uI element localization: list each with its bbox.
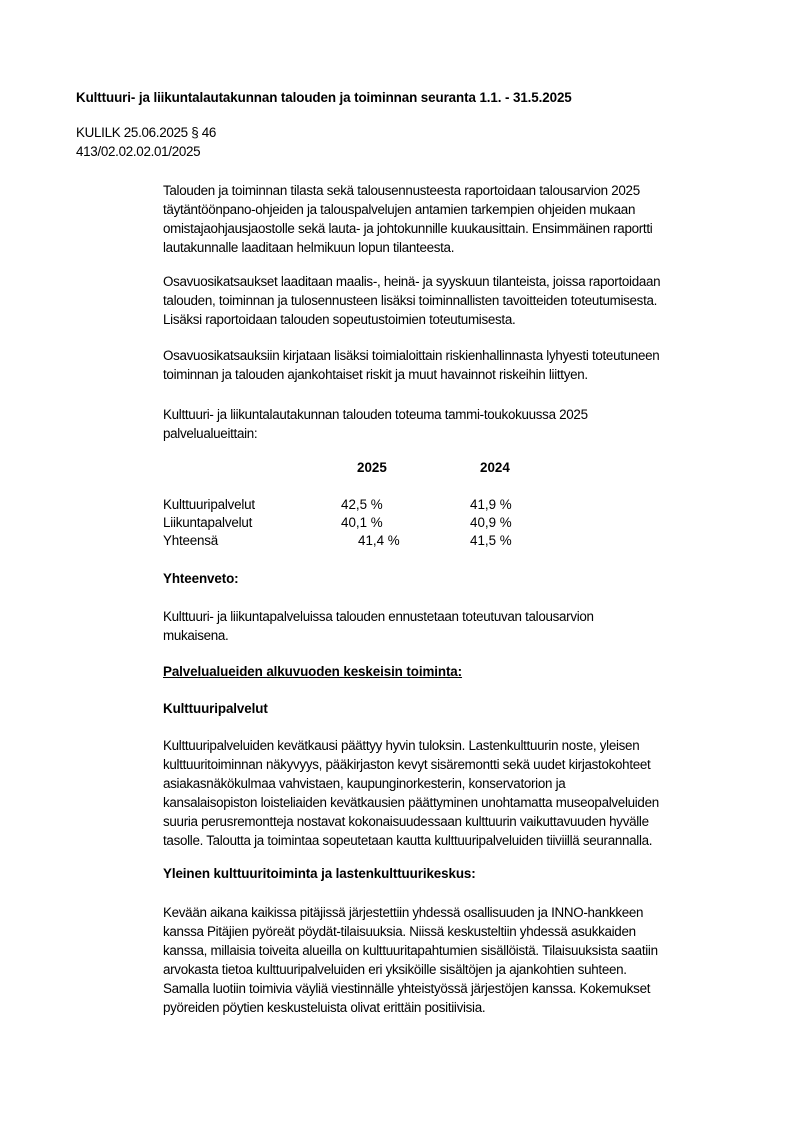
text-line: suuria perusremontteja nostavat kokonaisuudessaan kulttuurin vaikuttavuuden hyvälle [163,814,649,829]
text-line: asiakasnäkökulmaa vahvistaen, kaupunginorkesterin, konservatorion ja [163,776,566,791]
text-line: kulttuuritoiminnan näkyvyys, pääkirjaston kevyt sisäremontti sekä uudet kirjastokohteet [163,757,651,772]
table-cell: 41,4 % [358,533,400,548]
general-culture-heading: Yleinen kulttuuritoiminta ja lastenkulttuurikeskus: [163,866,476,881]
summary-heading: Yhteenveto: [163,571,239,586]
table-header-cell: 2024 [480,460,510,475]
diary-number: 413/02.02.02.01/2025 [76,144,201,159]
summary-text [163,607,743,645]
text-line: Kulttuuri- ja liikuntalautakunnan talouden toteuma tammi-toukokuussa 2025 [163,407,588,422]
text-line: Kevään aikana kaikissa pitäjissä järjestettiin yhdessä osallisuuden ja INNO-hankkeen [163,905,644,920]
paragraph-interim-reports [163,272,743,329]
text-line: Osavuosikatsaukset laaditaan maalis-, heinä- ja syyskuun tilanteista, joissa raportoidaan [163,274,661,289]
text-line: kansalaisopiston loisteliaiden kevätkausien päättyminen unohtamatta museopalveluiden [163,795,659,810]
text-line: täytäntöönpano-ohjeiden ja talouspalvelujen antamien tarkempien ohjeiden mukaan [163,202,636,217]
text-line: pyöreiden pöytien keskusteluista olivat erittäin positiivisia. [163,1000,486,1015]
meeting-reference: KULILK 25.06.2025 § 46 [76,125,217,140]
paragraph-reporting [163,181,743,257]
text-line: Talouden ja toiminnan tilasta sekä talousennusteesta raportoidaan talousarvion 2025 [163,183,640,198]
section-heading: Palvelualueiden alkuvuoden keskeisin toiminta: [163,664,463,679]
table-cell: Yhteensä [163,533,218,548]
text-line: kanssa, millaisia toiveita alueilla on kulttuuritapahtumien sisällöistä. Tilaisuuksista saatiin [163,943,658,958]
table-cell: Kulttuuripalvelut [163,497,255,512]
general-culture-text [163,903,743,1017]
table-cell: 41,9 % [470,497,512,512]
text-line: Kulttuuri- ja liikuntapalveluissa talouden ennustetaan toteutuvan talousarvion [163,609,594,624]
text-line: arvokasta tietoa kulttuuripalveluiden eri yksiköille sisältöjen ja ajankohtien suhteen. [163,962,627,977]
text-line: lautakunnalle laaditaan helmikuun lopun tilanteesta. [163,240,455,255]
table-header-cell: 2025 [357,460,387,475]
text-line: Samalla luotiin toimivia väyliä viestinnälle yhteistyössä järjestöjen kanssa. Kokemukset [163,981,651,996]
text-line: mukaisena. [163,628,229,643]
text-line: Kulttuuripalveluiden kevätkausi päättyy hyvin tuloksin. Lastenkulttuurin noste, yleisen [163,738,640,753]
paragraph-risk-management [163,346,743,384]
table-cell: 40,1 % [341,515,383,530]
culture-services-text [163,736,743,850]
text-line: toiminnan ja talouden ajankohtaiset riskit ja muut havainnot riskeihin liittyen. [163,367,588,382]
text-line: talouden, toiminnan ja tulosennusteen lisäksi toiminnallisten tavoitteiden toteutumisesta. [163,293,658,308]
text-line: omistajaohjausjaostolle sekä lauta- ja johtokunnille kuukausittain. Ensimmäinen raportti [163,221,653,236]
text-line: kanssa Pitäjien pyöreät pöydät-tilaisuuksia. Niissä keskusteltiin yhdessä asukkaiden [163,924,636,939]
paragraph-table-intro [163,405,743,443]
text-line: tasolle. Taloutta ja toimintaa sopeutetaan kautta kulttuuripalveluiden tiiviillä seurannalla. [163,833,653,848]
culture-services-heading: Kulttuuripalvelut [163,701,268,716]
table-cell: Liikuntapalvelut [163,515,253,530]
text-line: Osavuosikatsauksiin kirjataan lisäksi toimialoittain riskienhallinnasta lyhyesti toteutuneen [163,348,660,363]
text-line: Lisäksi raportoidaan talouden sopeutustoimien toteutumisesta. [163,312,516,327]
table-cell: 42,5 % [341,497,383,512]
table-cell: 41,5 % [470,533,512,548]
table-cell: 40,9 % [470,515,512,530]
document-title: Kulttuuri- ja liikuntalautakunnan talouden ja toiminnan seuranta 1.1. - 31.5.2025 [76,90,572,105]
text-line: palvelualueittain: [163,426,258,441]
